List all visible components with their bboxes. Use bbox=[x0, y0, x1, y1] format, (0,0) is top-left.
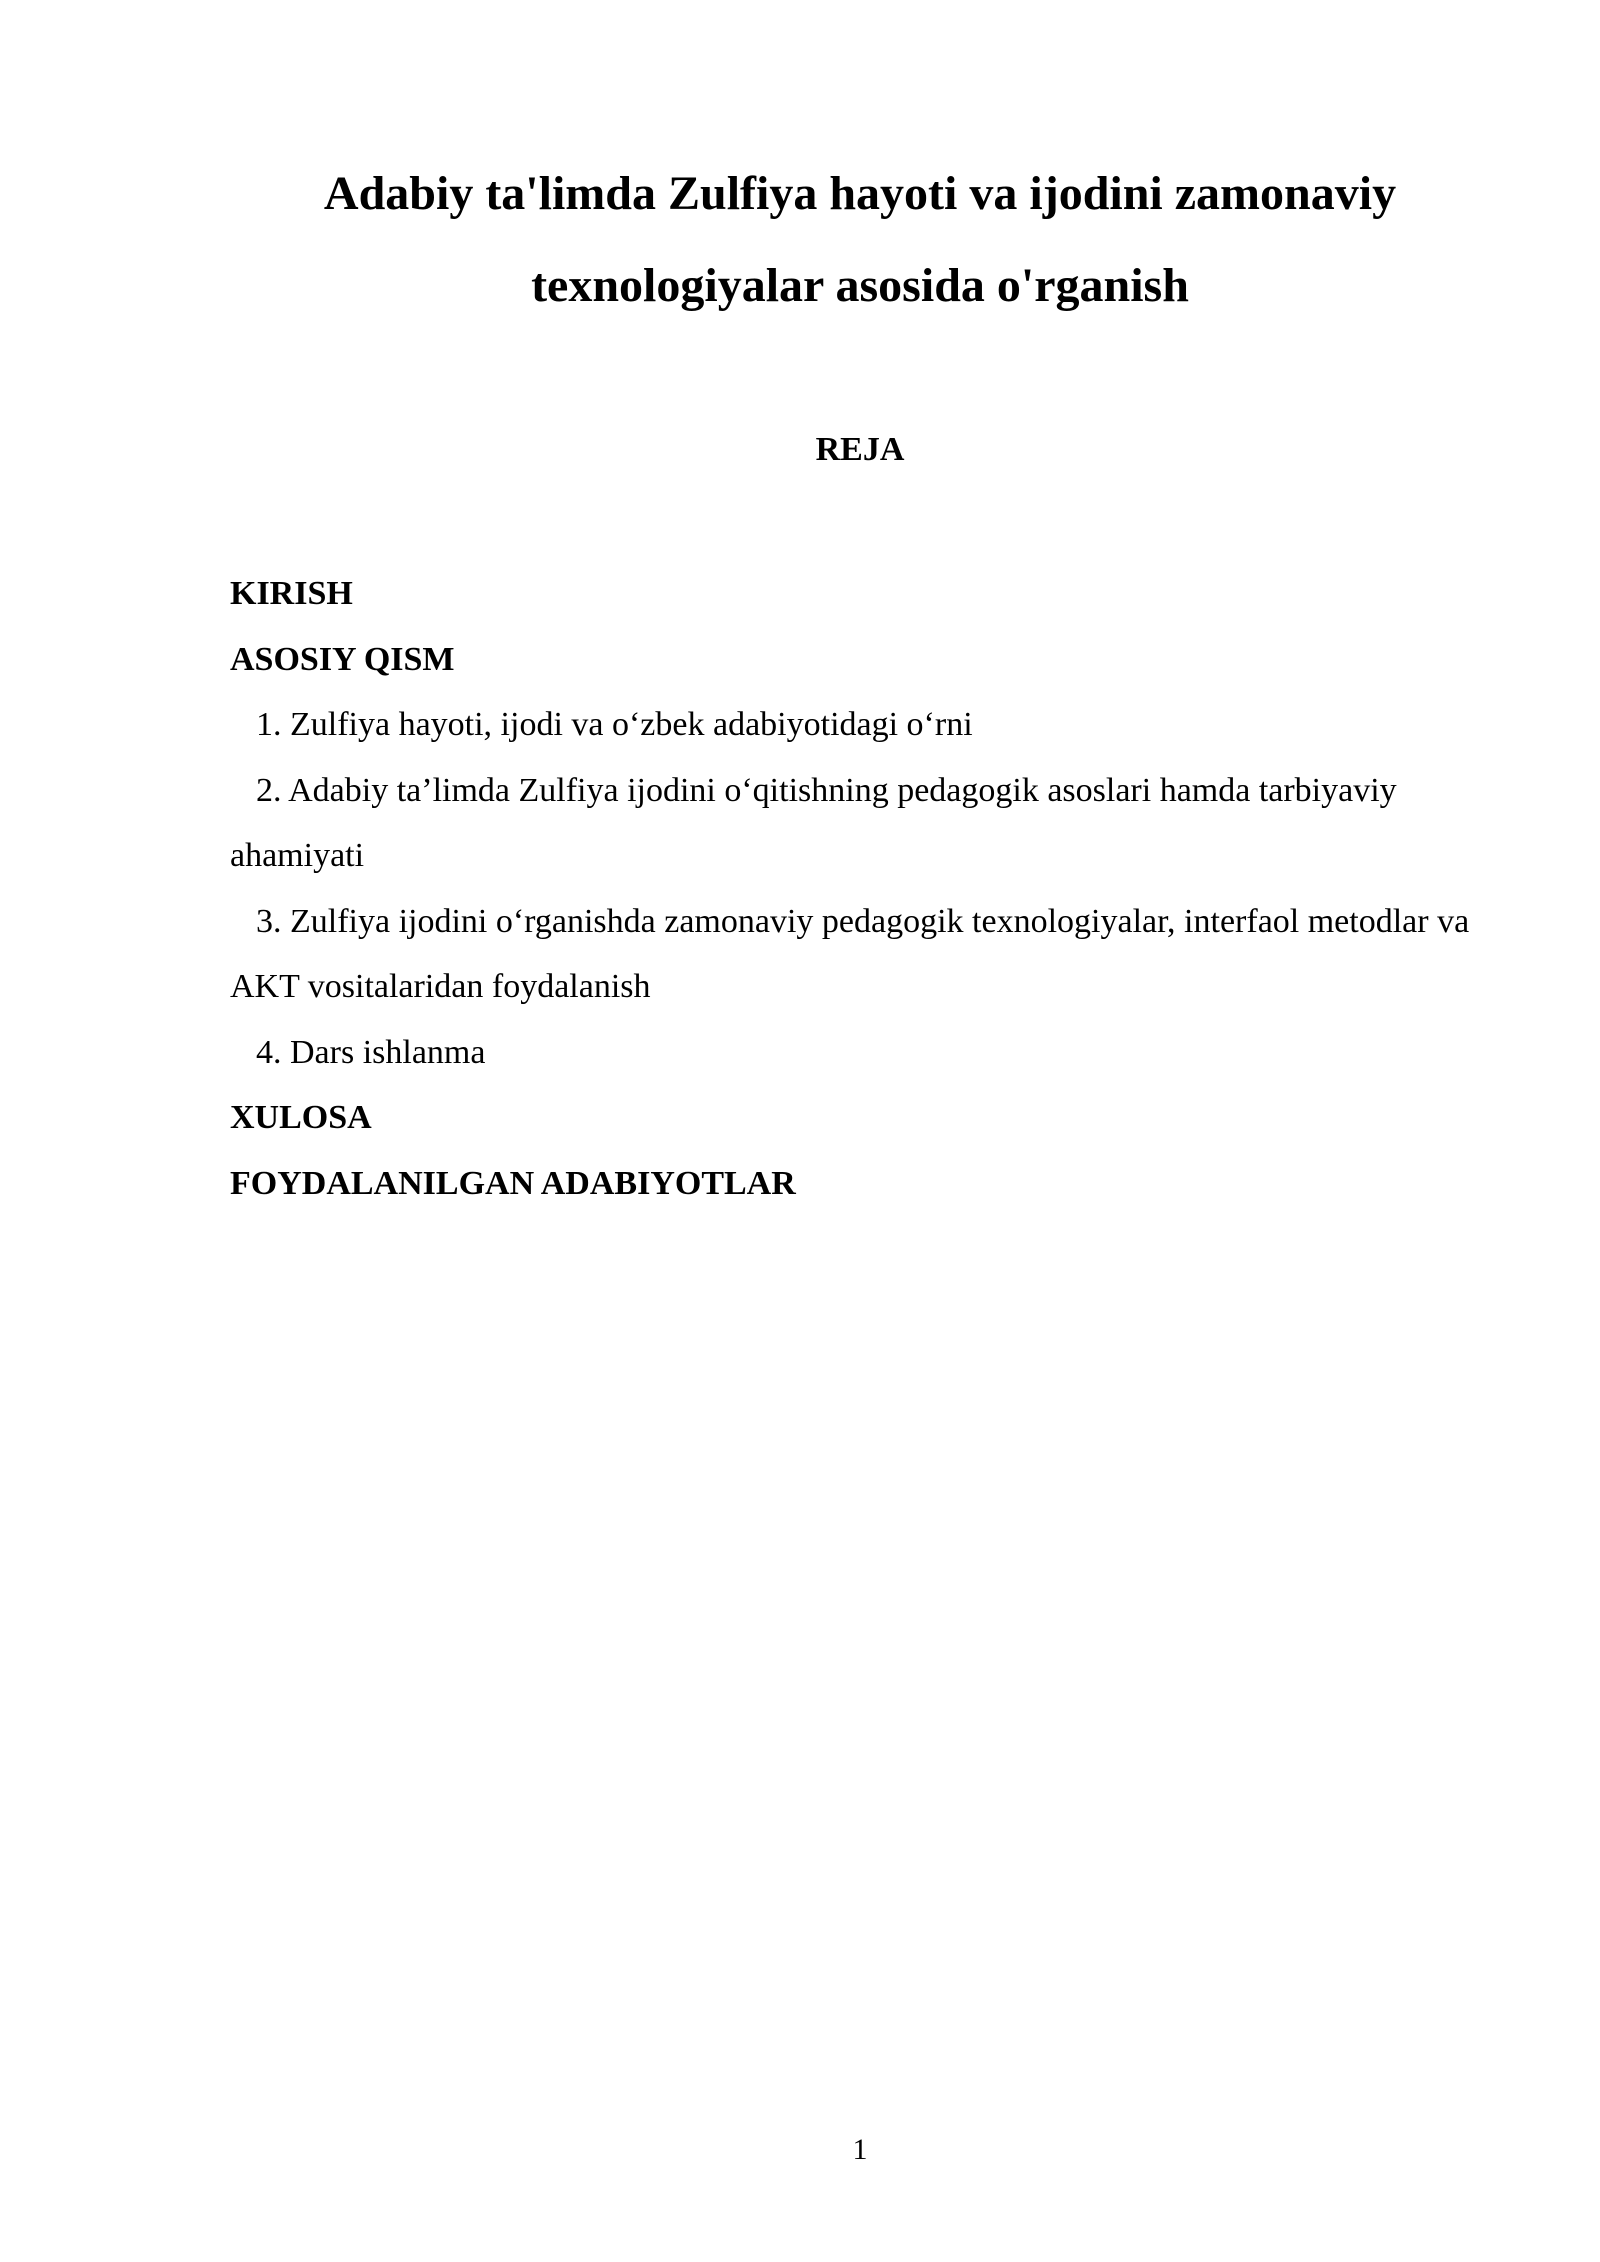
outline-item: 4. Dars ishlanma bbox=[256, 1033, 486, 1071]
outline-section-references: FOYDALANILGAN ADABIYOTLAR bbox=[230, 1164, 796, 1202]
outline-item: 3. Zulfiya ijodini o‘rganishda zamonaviy pedagogik texnologiyalar, interfaol metodlar va AKT vositalaridan foydalanish bbox=[230, 902, 1470, 1005]
plan-heading: REJA bbox=[815, 431, 905, 468]
outline-section-conclusion: XULOSA bbox=[230, 1099, 372, 1136]
document-title: Adabiy ta'limda Zulfiya hayoti va ijodini zamonaviy texnologiyalar asosida o'rganish bbox=[323, 167, 1397, 312]
outline-section-intro: KIRISH bbox=[230, 575, 353, 612]
outline-section-main-part: ASOSIY QISM bbox=[230, 640, 455, 678]
page-number: 1 bbox=[852, 2133, 868, 2166]
plan-outline bbox=[230, 561, 1480, 1216]
outline-item: 2. Adabiy ta’limda Zulfiya ijodini o‘qitishning pedagogik asoslari hamda tarbiyaviy ahamiyati bbox=[230, 771, 1397, 874]
outline-item: 1. Zulfiya hayoti, ijodi va o‘zbek adabiyotidagi o‘rni bbox=[256, 706, 973, 743]
